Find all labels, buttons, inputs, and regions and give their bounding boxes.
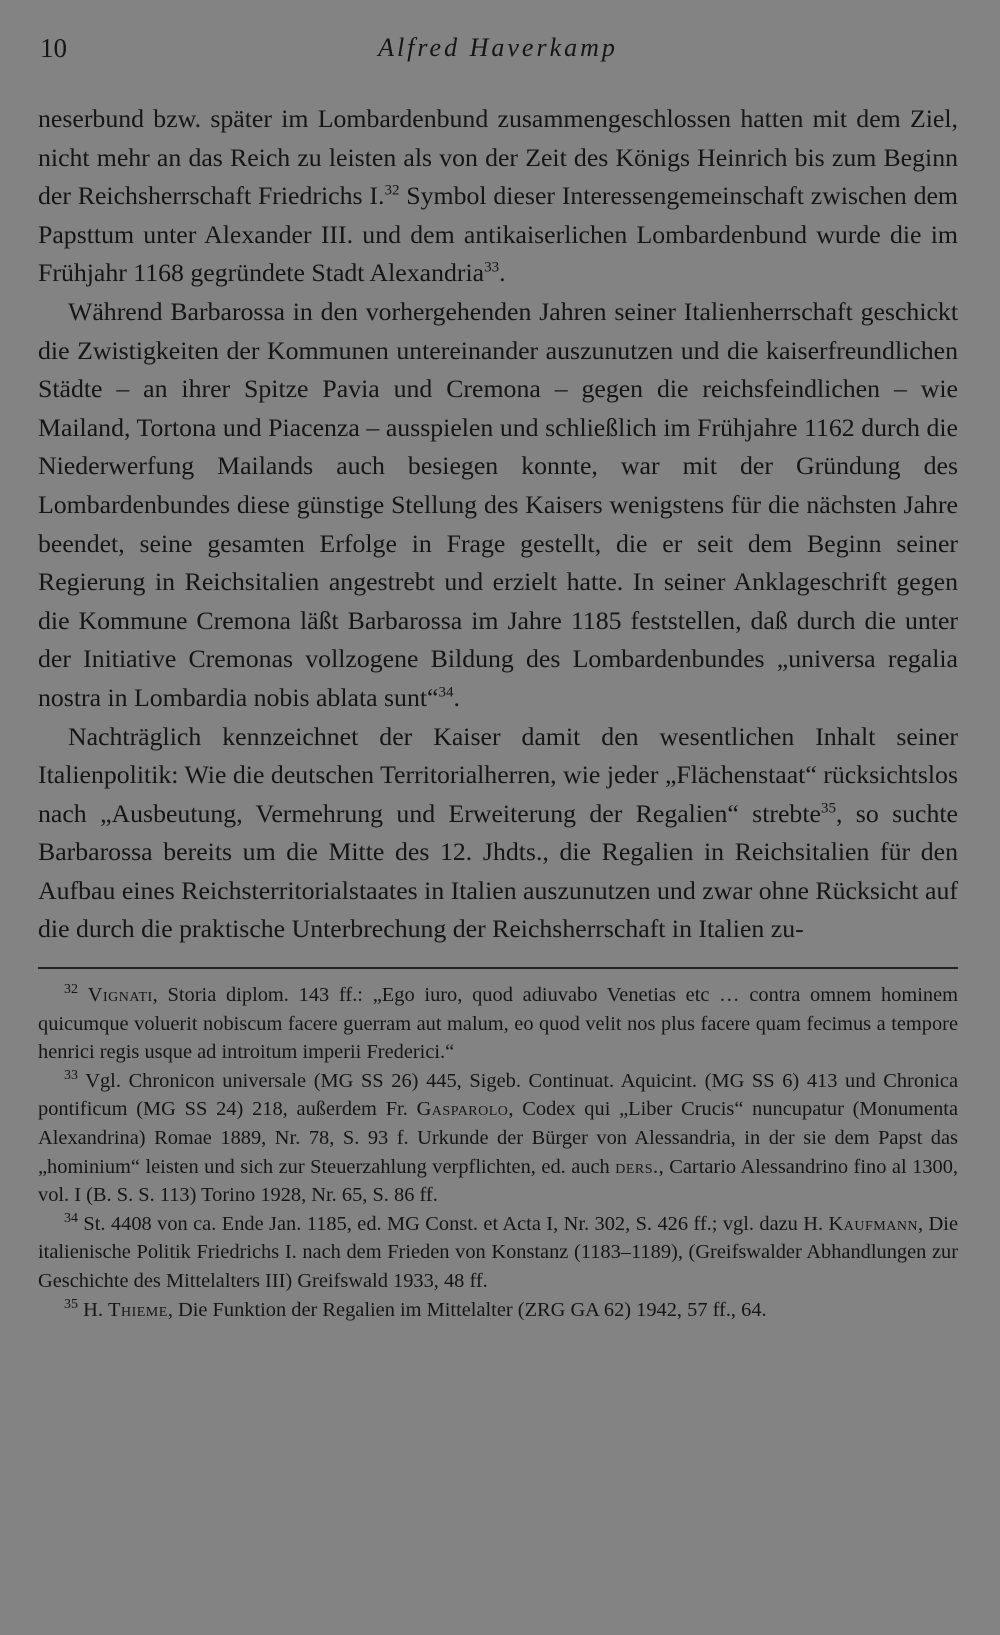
footnote-author: Kaufmann <box>828 1212 919 1235</box>
running-head <box>38 0 958 100</box>
paragraph-3-text: Nachträglich kennzeichnet der Kaiser damit den wesentlichen Inhalt seiner Italienpolitik: Wie die deutschen Territorialherren, wie jeder „Flächenstaat“ rücksichtslos nach „Ausbeutung, Vermehrung und Erweiterung der Regalien“ strebte <box>38 721 958 828</box>
footnote-34 <box>38 1210 958 1296</box>
paragraph-2 <box>38 293 958 718</box>
footnote-ders: ders. <box>615 1155 659 1178</box>
footnote-author: Gasparolo <box>416 1098 509 1121</box>
footnote-number: 32 <box>64 982 78 998</box>
page-number: 10 <box>40 33 67 63</box>
footnote-text: , Die italienische Politik Friedrichs I. nach dem Frieden von Konstanz (1183–1189), (Greifswalder Abhandlungen zur Geschichte des Mittelalters III) Greifswald 1933, 48 ff. <box>38 1212 958 1292</box>
footnote-ref-33[interactable]: 33 <box>484 259 500 276</box>
paragraph-3 <box>38 718 958 950</box>
footnote-ref-32[interactable]: 32 <box>384 182 400 199</box>
footnote-divider <box>38 967 958 969</box>
footnote-number: 34 <box>64 1211 78 1227</box>
paragraph-1-text-b: Symbol dieser Interessengemeinschaft zwischen dem Papsttum unter Alexander III. und dem antikaiserlichen Lombardenbund wurde die im Frühjahr 1168 gegründete Stadt Alexandria <box>38 181 958 288</box>
footnote-32 <box>38 981 958 1067</box>
footnote-text: , Codex qui „Liber Crucis“ nuncupatur (Monumenta Alexandrina) Romae 1889, Nr. 78, S. 93 f. Urkunde der Bürger von Alessandria, in der sie dem Papst das „hominium“ leisten und sich zur Steuerzahlung verpflichten, ed. auch <box>38 1098 959 1178</box>
footnote-35 <box>38 1296 958 1325</box>
paragraph-1-end: . <box>499 258 506 288</box>
paragraph-1-text: neserbund bzw. später im Lombardenbund zusammengeschlossen hatten mit dem Ziel, nicht mehr an das Reich zu leisten als von der Zeit des Königs Heinrich bis zum Beginn der Reichsherrschaft Friedrichs I. <box>38 104 958 211</box>
main-text <box>38 100 958 949</box>
footnote-number: 35 <box>64 1296 78 1312</box>
footnotes <box>38 981 958 1324</box>
footnote-author: Vignati <box>87 984 153 1007</box>
footnote-text: St. 4408 von ca. Ende Jan. 1185, ed. MG Const. et Acta I, Nr. 302, S. 426 ff.; vgl. dazu H. <box>83 1212 829 1235</box>
paragraph-3-text-b: , so suchte Barbarossa bereits um die Mitte des 12. Jhdts., die Regalien in Reichsitalien für den Aufbau eines Reichsterritorialstaates in Italien auszunutzen und zwar ohne Rücksicht auf die durch die praktische Unterbrechung der Reichsherrschaft in Italien zu- <box>38 798 958 944</box>
footnote-ref-35[interactable]: 35 <box>820 800 836 817</box>
running-title: Alfred Haverkamp <box>378 33 618 62</box>
paragraph-2-end: . <box>453 682 460 712</box>
footnote-33 <box>38 1067 958 1210</box>
footnote-text: H. <box>83 1298 109 1321</box>
paragraph-1 <box>38 100 958 293</box>
footnote-ref-34[interactable]: 34 <box>438 684 454 701</box>
footnote-text: , Die Funktion der Regalien im Mittelalter (ZRG GA 62) 1942, 57 ff., 64. <box>167 1298 767 1321</box>
footnote-text: , Storia diplom. 143 ff.: „Ego iuro, quod adiuvabo Venetias etc … contra omnem hominem quicumque voluerit nobiscum facere guerram aut malum, eo quod velit nos plus facere quam fecimus a tempore henrici regis usque ad introitum imperii Frederici.“ <box>38 984 958 1064</box>
footnote-number: 33 <box>64 1068 78 1084</box>
footnote-text: Vgl. Chronicon universale (MG SS 26) 445, Sigeb. Continuat. Aquicint. (MG SS 6) 413 und Chronica pontificum (MG SS 24) 218, außerdem Fr. <box>38 1069 959 1121</box>
paragraph-2-text: Während Barbarossa in den vorhergehenden Jahren seiner Italienherrschaft geschickt die Zwistigkeiten der Kommunen untereinander auszunutzen und die kaiserfreundlichen Städte – an ihrer Spitze Pavia und Cremona – gegen die reichsfeindlichen – wie Mailand, Tortona und Piacenza – ausspielen und schließlich im Frühjahre 1162 durch die Niederwerfung Mailands auch besiegen konnte, war mit der Gründung des Lombardenbundes diese günstige Stellung des Kaisers wenigstens für die nächsten Jahre beendet, seine gesamten Erfolge in Frage gestellt, die er seit dem Beginn seiner Regierung in Reichsitalien angestrebt und erzielt hatte. In seiner Anklageschrift gegen die Kommune Cremona läßt Barbarossa im Jahre 1185 feststellen, daß durch die unter der Initiative Cremonas vollzogene Bildung des Lombardenbundes „universa regalia nostra in Lombardia nobis ablata sunt“ <box>38 296 958 712</box>
footnote-author: Thieme <box>108 1298 168 1321</box>
footnote-text: , Cartario Alessandrino fino al 1300, vol. I (B. S. S. 113) Torino 1928, Nr. 65, S. 86 ff. <box>38 1155 958 1207</box>
